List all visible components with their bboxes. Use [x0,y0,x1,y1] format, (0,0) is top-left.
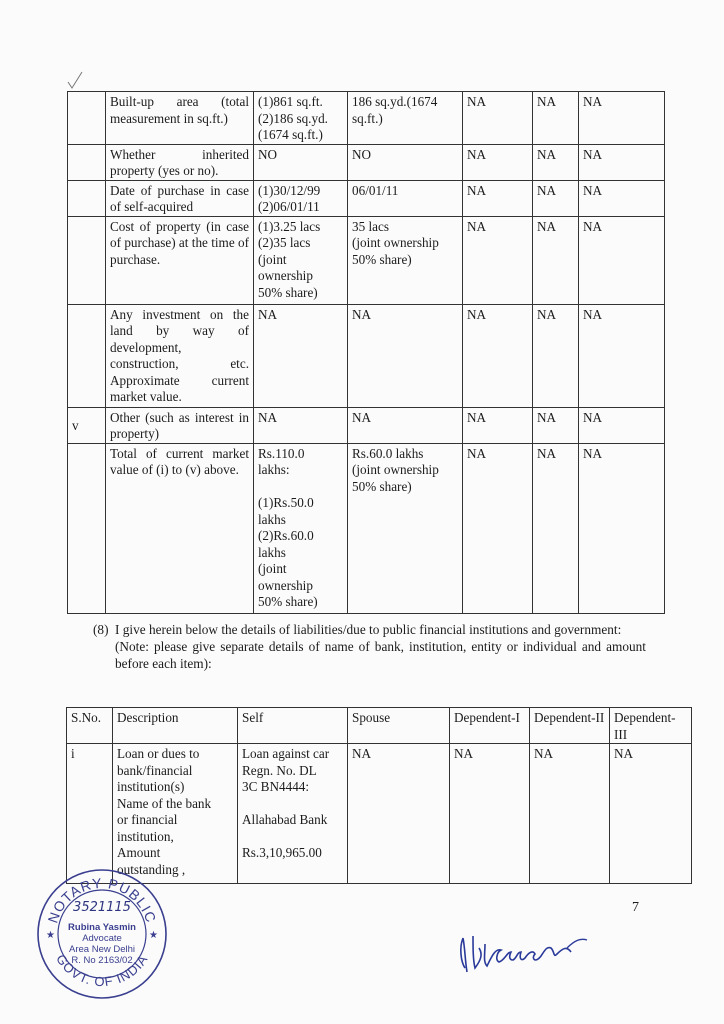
cell-dependent-2: NA [533,144,579,180]
svg-text:GOVT. OF INDIA: GOVT. OF INDIA [53,951,151,990]
cell-description: Date of purchase in case of self-acquired [106,180,254,216]
cell-dependent-2: NA [533,443,579,613]
table-header-row [67,708,692,744]
cell-dependent-2: NA [530,744,610,884]
row-marker-cell [68,92,106,145]
cell-self: (1)861 sq.ft. (2)186 sq.yd. (1674 sq.ft.) [254,92,348,145]
cell-spouse: NA [348,304,463,407]
section-8 [93,621,646,672]
cell-dependent-3: NA [610,744,692,884]
table-row [68,144,665,180]
cell-spouse: 06/01/11 [348,180,463,216]
cell-spouse: NO [348,144,463,180]
cell-dependent-1: NA [463,304,533,407]
cell-dependent-3: NA [579,144,665,180]
cell-self: Loan against car Regn. No. DL 3C BN4444: Allahabad Bank Rs.3,10,965.00 [238,744,348,884]
cell-dependent-3: NA [579,443,665,613]
cell-description: Total of current market value of (i) to (v) above. [106,443,254,613]
cell-dependent-1: NA [463,180,533,216]
cell-dependent-2: NA [533,180,579,216]
svg-text:★: ★ [46,930,55,941]
cell-self: (1)3.25 lacs (2)35 lacs (joint ownership 50% share) [254,216,348,304]
cell-self: NA [254,407,348,443]
cell-self: Rs.110.0 lakhs: (1)Rs.50.0 lakhs (2)Rs.60.0 lakhs (joint ownership 50% share) [254,443,348,613]
header-sno: S.No. [67,708,113,744]
cell-description: Built-up area (total measurement in sq.ft.) [106,92,254,145]
signature [455,918,595,976]
cell-self: NO [254,144,348,180]
header-dependent-2: Dependent-II [530,708,610,744]
cell-dependent-3: NA [579,92,665,145]
cell-dependent-1: NA [463,443,533,613]
cell-dependent-2: NA [533,92,579,145]
row-marker-cell: v [68,407,106,443]
liabilities-table [66,707,692,884]
row-marker-cell [68,180,106,216]
cell-dependent-1: NA [463,216,533,304]
cell-spouse: NA [348,407,463,443]
cell-dependent-2: NA [533,216,579,304]
cell-self: NA [254,304,348,407]
table-row [67,744,692,884]
cell-dependent-1: NA [463,92,533,145]
cell-dependent-1: NA [450,744,530,884]
cell-dependent-3: NA [579,180,665,216]
row-marker-cell [68,144,106,180]
cell-description: Other (such as interest in property) [106,407,254,443]
table-row [68,407,665,443]
cell-spouse: Rs.60.0 lakhs (joint ownership 50% share) [348,443,463,613]
row-marker-cell [68,443,106,613]
table-row [68,216,665,304]
section-text: I give herein below the details of liabilities/due to public financial institutions and government: [115,622,622,637]
header-spouse: Spouse [348,708,450,744]
table-row [68,304,665,407]
page-number: 7 [632,900,639,915]
cell-dependent-3: NA [579,216,665,304]
assets-table [67,91,665,614]
header-self: Self [238,708,348,744]
tick-mark [66,70,86,92]
cell-dependent-2: NA [533,304,579,407]
cell-dependent-1: NA [463,144,533,180]
header-dependent-3: Dependent-III [610,708,692,744]
cell-description: Whether inherited property (yes or no). [106,144,254,180]
svg-text:★: ★ [149,930,158,941]
row-marker-cell [68,304,106,407]
cell-spouse: NA [348,744,450,884]
seal-text: Rubina Yasmin Advocate Area New Delhi R. No 2163/02 [68,922,136,966]
cell-description: Any investment on the land by way of development, construction, etc. Approximate current market value. [106,304,254,407]
svg-text:NOTARY PUBLIC: NOTARY PUBLIC [44,874,160,926]
cell-dependent-1: NA [463,407,533,443]
section-number: (8) [93,622,109,637]
row-marker-cell [68,216,106,304]
table-row [68,443,665,613]
cell-spouse: 35 lacs (joint ownership 50% share) [348,216,463,304]
cell-dependent-2: NA [533,407,579,443]
cell-dependent-3: NA [579,407,665,443]
section-note: (Note: please give separate details of name of bank, institution, entity or individual and amount before each item): [115,639,646,671]
cell-sno: i [67,744,113,884]
cell-description: Cost of property (in case of purchase) at the time of purchase. [106,216,254,304]
cell-description: Loan or dues to bank/financial institution(s) Name of the bank or financial institution, Amount outstanding , [113,744,238,884]
svg-text:3521115: 3521115 [73,900,131,915]
table-row [68,92,665,145]
header-dependent-1: Dependent-I [450,708,530,744]
cell-self: (1)30/12/99 (2)06/01/11 [254,180,348,216]
table-row [68,180,665,216]
cell-dependent-3: NA [579,304,665,407]
header-description: Description [113,708,238,744]
cell-spouse: 186 sq.yd.(1674 sq.ft.) [348,92,463,145]
